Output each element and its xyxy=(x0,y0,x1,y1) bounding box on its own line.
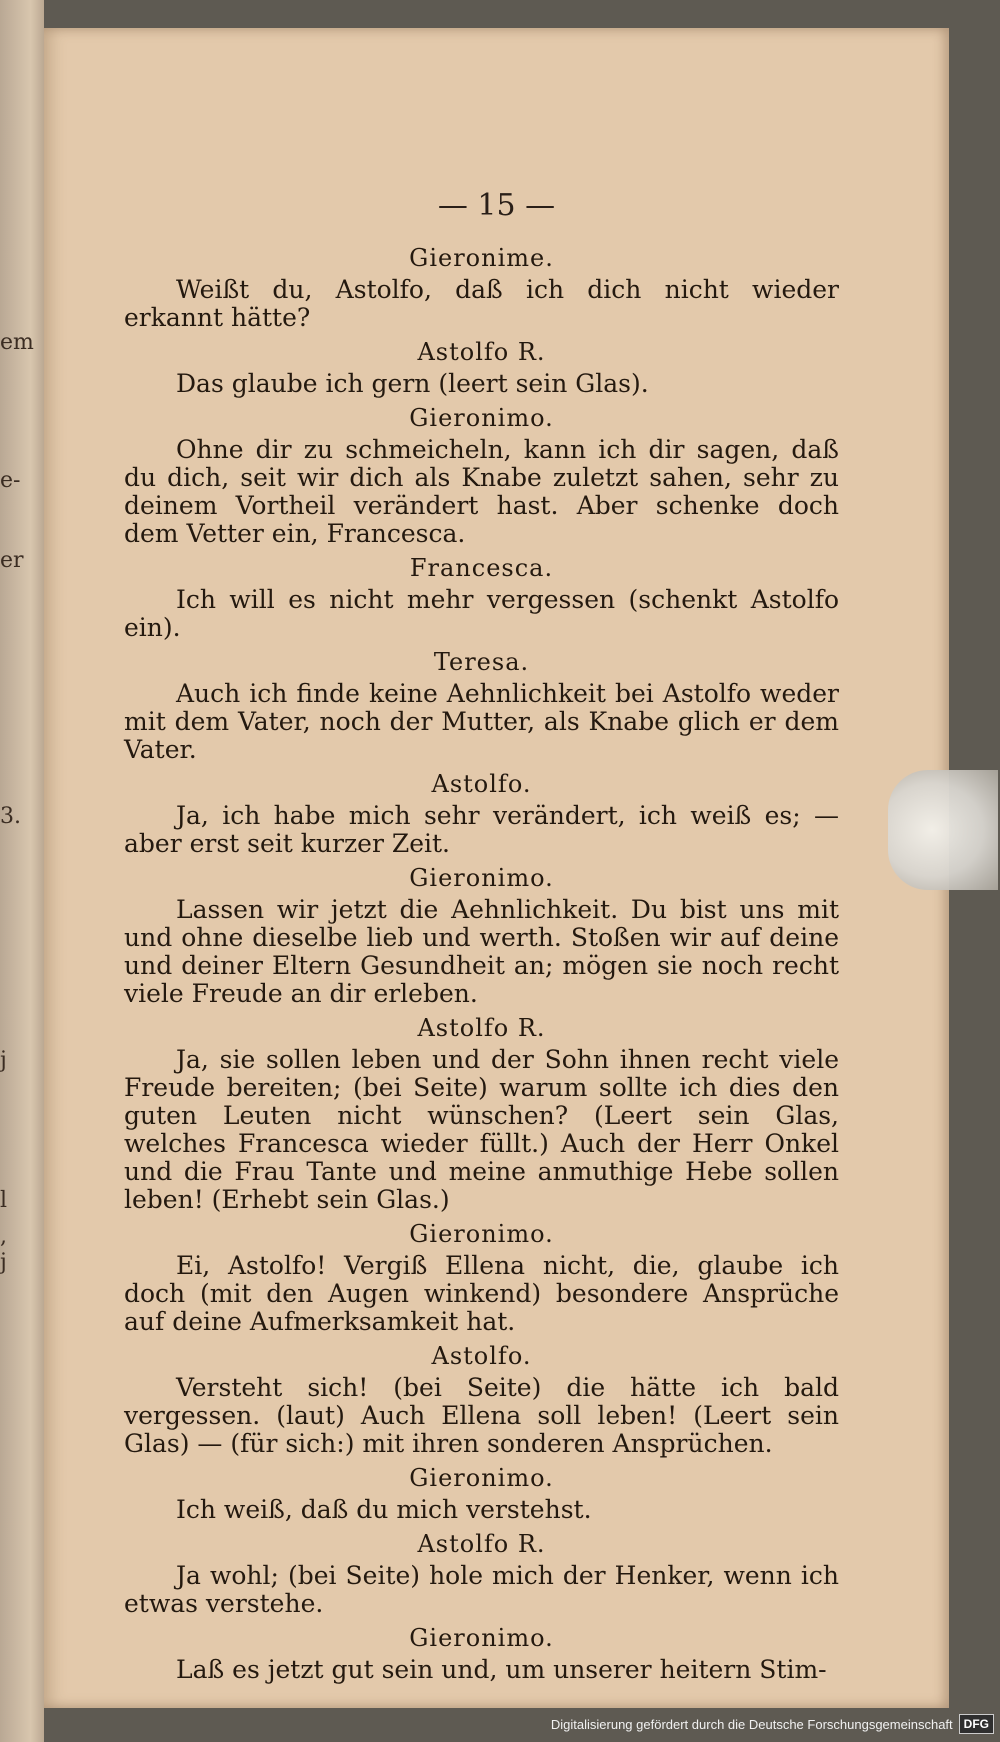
speaker-name: Astolfo R. xyxy=(417,1014,546,1042)
margin-fragment: 3. xyxy=(0,804,21,829)
dialogue-line: Ei, Astolfo! Vergiß Ellena nicht, die, glaube ich doch (mit den Augen winkend) besondere Ansprüche auf deine Aufmerksamkeit hat. xyxy=(124,1251,839,1336)
speaker-name: Astolfo. xyxy=(431,1342,532,1370)
speaker-name: Astolfo R. xyxy=(417,338,546,366)
footer-credit xyxy=(551,1712,994,1736)
dialogue-line: Versteht sich! (bei Seite) die hätte ich bald vergessen. (laut) Auch Ellena soll leben! (Leert sein Glas) — (für sich:) mit ihren sonderen Ansprüchen. xyxy=(124,1373,839,1458)
speaker-name: Gieronimo. xyxy=(409,1220,554,1248)
dialogue-line: Ja, ich habe mich sehr verändert, ich weiß es; — aber erst seit kurzer Zeit. xyxy=(124,801,839,858)
speaker-name: Gieronimo. xyxy=(409,1624,554,1652)
footer-text: Digitalisierung gefördert durch die Deutsche Forschungsgemeinschaft xyxy=(550,1716,953,1732)
dialogue-line: Ja, sie sollen leben und der Sohn ihnen recht viele Freude bereiten; (bei Seite) warum sollte ich dies den guten Leuten nicht wünschen? (Leert sein Glas, welches Francesca wieder füllt.) Auch der Herr Onkel und die Frau Tante und meine anmuthige Hebe sollen leben! (Erhebt sein Glas.) xyxy=(124,1045,839,1214)
speaker-name: Teresa. xyxy=(433,648,530,676)
dfg-logo-icon: DFG xyxy=(959,1714,994,1734)
speaker-name: Gieronime. xyxy=(409,244,554,272)
dialogue-line: Auch ich finde keine Aehnlichkeit bei Astolfo weder mit dem Vater, noch der Mutter, als Knabe glich er dem Vater. xyxy=(124,679,839,764)
page-text xyxy=(124,238,839,1684)
margin-fragment: e- xyxy=(0,468,21,493)
speaker-name: Gieronimo. xyxy=(409,404,554,432)
dialogue-line: Ja wohl; (bei Seite) hole mich der Henker, wenn ich etwas verstehe. xyxy=(124,1561,839,1618)
left-page-edge xyxy=(0,0,44,1742)
margin-fragment: er xyxy=(0,548,24,573)
dialogue-line: Weißt du, Astolfo, daß ich dich nicht wieder erkannt hätte? xyxy=(124,275,839,332)
margin-fragment: j xyxy=(0,1048,7,1073)
dialogue-line: Lassen wir jetzt die Aehnlichkeit. Du bist uns mit und ohne dieselbe lieb und werth. Stoßen wir auf deine und deiner Eltern Gesundheit an; mögen sie noch recht viele Freude an dir erleben. xyxy=(124,895,839,1008)
margin-fragment: l xyxy=(0,1188,8,1213)
speaker-name: Francesca. xyxy=(409,554,554,582)
speaker-name: Astolfo. xyxy=(431,770,532,798)
speaker-name: Gieronimo. xyxy=(409,1464,554,1492)
page-number: — 15 — xyxy=(437,188,556,223)
dialogue-line: Laß es jetzt gut sein und, um unserer heitern Stim- xyxy=(176,1655,827,1684)
book-page xyxy=(44,28,949,1708)
margin-fragment: j xyxy=(0,1250,7,1275)
dialogue-line: Ich will es nicht mehr vergessen (schenkt Astolfo ein). xyxy=(124,585,839,642)
dialogue-line: Ich weiß, daß du mich verstehst. xyxy=(176,1495,592,1524)
speaker-name: Gieronimo. xyxy=(409,864,554,892)
dialogue-line: Ohne dir zu schmeicheln, kann ich dir sagen, daß du dich, seit wir dich als Knabe zuletzt sahen, sehr zu deinem Vortheil verändert hast. Aber schenke doch dem Vetter ein, Francesca. xyxy=(124,435,839,548)
dialogue-line: Das glaube ich gern (leert sein Glas). xyxy=(176,369,649,398)
margin-fragment: em xyxy=(0,330,34,355)
page-clip xyxy=(888,770,998,890)
speaker-name: Astolfo R. xyxy=(417,1530,546,1558)
margin-fragment: , xyxy=(0,1224,7,1249)
